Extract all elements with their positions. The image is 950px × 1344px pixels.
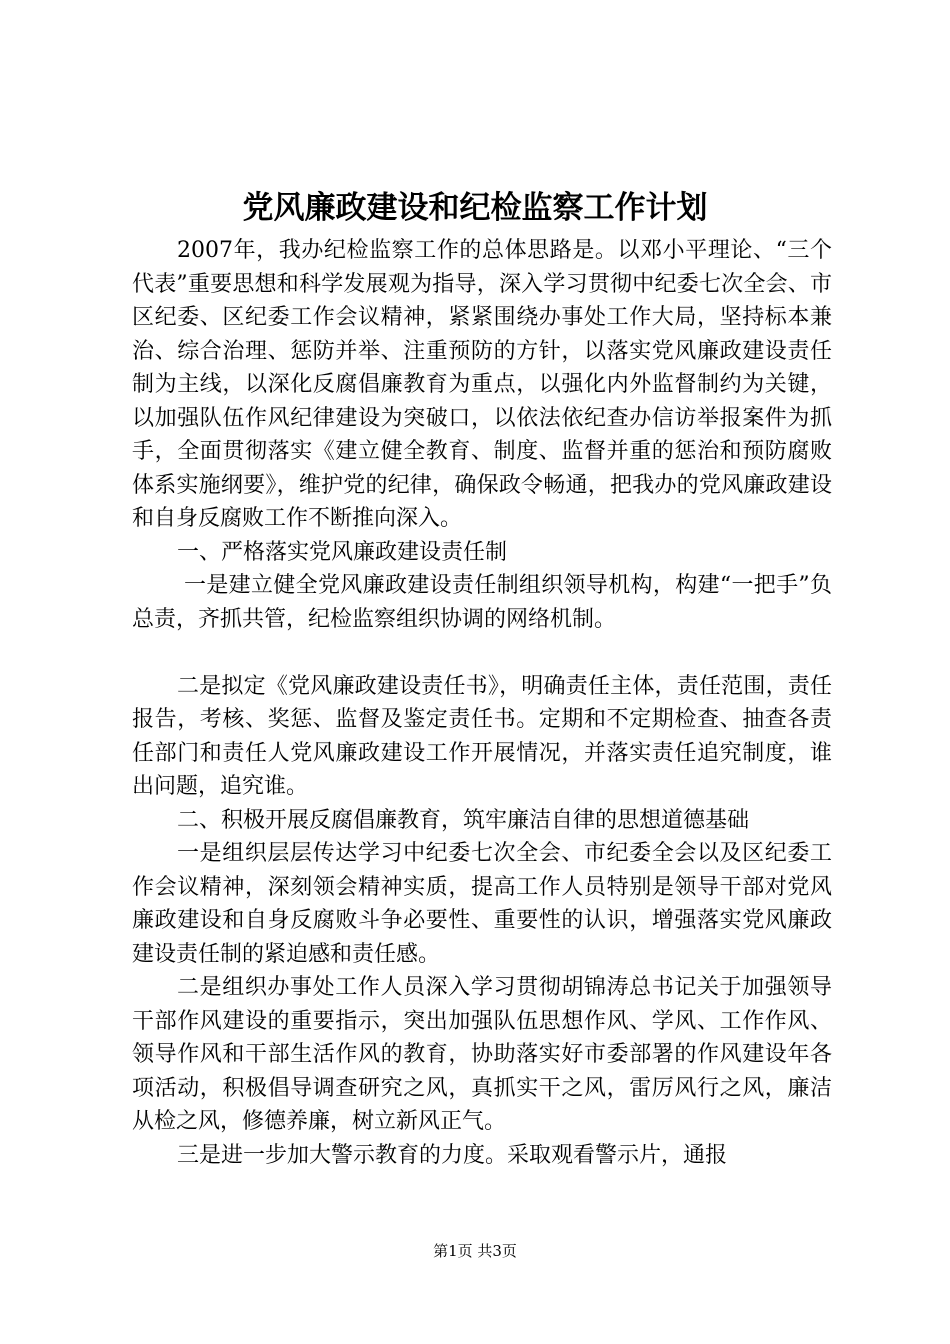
- document-body: [132, 234, 832, 1172]
- paragraph-intro: 2007年，我办纪检监察工作的总体思路是。以邓小平理论、“三个代表”重要思想和科学发展观为指导，深入学习贯彻中纪委七次全会、市区纪委、区纪委工作会议精神，紧紧围绕办事处工作大局，坚持标本兼治、综合治理、惩防并举、注重预防的方针，以落实党风廉政建设责任制为主线，以深化反腐倡廉教育为重点，以强化内外监督制约为关键，以加强队伍作风纪律建设为突破口，以依法依纪查办信访举报案件为抓手，全面贯彻落实《建立健全教育、制度、监督并重的惩治和预防腐败体系实施纲要》，维护党的纪律，确保政令畅通，把我办的党风廉政建设和自身反腐败工作不断推向深入。: [132, 238, 832, 531]
- paragraph-1-1: 一是建立健全党风廉政建设责任制组织领导机构，构建“一把手”负总责，齐抓共管，纪检监察组织协调的网络机制。: [132, 573, 832, 632]
- section-heading-2: 二、积极开展反腐倡廉教育，筑牢廉洁自律的思想道德基础: [177, 807, 750, 833]
- blank-line: [132, 636, 832, 670]
- paragraph-2-2: 二是组织办事处工作人员深入学习贯彻胡锦涛总书记关于加强领导干部作风建设的重要指示，突出加强队伍思想作风、学风、工作作风、领导作风和干部生活作风的教育，协助落实好市委部署的作风建设年各项活动，积极倡导调查研究之风，真抓实干之风，雷厉风行之风，廉洁从检之风，修德养廉，树立新风正气。: [132, 975, 832, 1134]
- page-footer: 第1页 共3页: [433, 1242, 517, 1260]
- paragraph-2-1: 一是组织层层传达学习中纪委七次全会、市纪委全会以及区纪委工作会议精神，深刻领会精神实质，提高工作人员特别是领导干部对党风廉政建设和自身反腐败斗争必要性、重要性的认识，增强落实党风廉政建设责任制的紧迫感和责任感。: [132, 841, 832, 967]
- section-heading-1: 一、严格落实党风廉政建设责任制: [177, 539, 508, 565]
- paragraph-1-2: 二是拟定《党风廉政建设责任书》，明确责任主体，责任范围，责任报告，考核、奖惩、监督及鉴定责任书。定期和不定期检查、抽查各责任部门和责任人党风廉政建设工作开展情况，并落实责任追究制度，谁出问题，追究谁。: [132, 673, 832, 799]
- document-title: 党风廉政建设和纪检监察工作计划: [242, 190, 708, 226]
- paragraph-2-3: 三是进一步加大警示教育的力度。采取观看警示片，通报: [177, 1142, 728, 1168]
